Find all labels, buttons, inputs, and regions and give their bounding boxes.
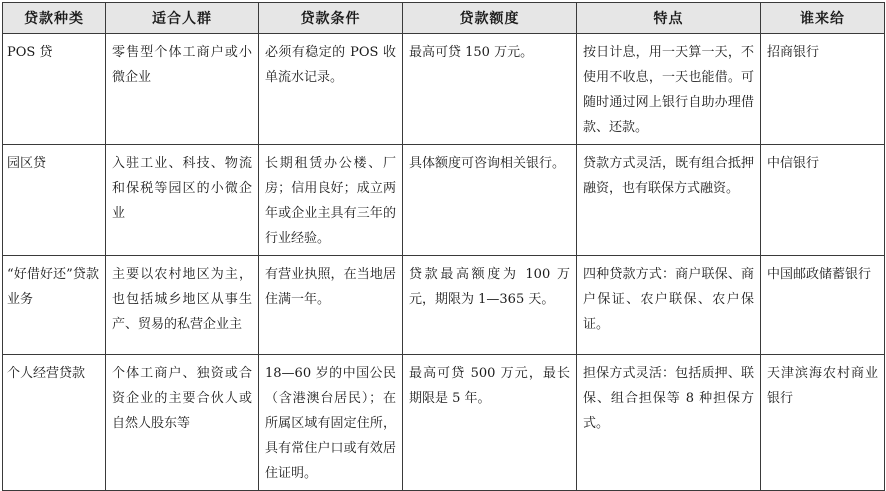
cell-loan-conditions: 有营业执照，在当地居住满一年。	[259, 256, 403, 355]
cell-loan-amount: 具体额度可咨询相关银行。	[403, 145, 577, 256]
table-row	[3, 256, 885, 355]
cell-features: 担保方式灵活：包括质押、联保、组合担保等 8 种担保方式。	[577, 355, 761, 491]
cell-loan-conditions: 必须有稳定的 POS 收单流水记录。	[259, 34, 403, 145]
header-loan-type: 贷款种类	[3, 3, 106, 34]
cell-target-group: 个体工商户、独资或合资企业的主要合伙人或自然人股东等	[106, 355, 259, 491]
header-loan-amount: 贷款额度	[403, 3, 577, 34]
cell-lender: 天津滨海农村商业银行	[761, 355, 885, 491]
header-loan-conditions: 贷款条件	[259, 3, 403, 34]
cell-features: 按日计息，用一天算一天，不使用不收息，一天也能借。可随时通过网上银行自助办理借款、还款。	[577, 34, 761, 145]
cell-loan-type: 个人经营贷款	[3, 355, 106, 491]
cell-target-group: 入驻工业、科技、物流和保税等园区的小微企业	[106, 145, 259, 256]
table-row	[3, 145, 885, 256]
header-features: 特点	[577, 3, 761, 34]
cell-target-group: 零售型个体工商户或小微企业	[106, 34, 259, 145]
loan-types-table	[2, 2, 885, 491]
cell-loan-type: “好借好还”贷款业务	[3, 256, 106, 355]
header-target-group: 适合人群	[106, 3, 259, 34]
cell-features: 贷款方式灵活，既有组合抵押融资，也有联保方式融资。	[577, 145, 761, 256]
table-row	[3, 34, 885, 145]
cell-loan-amount: 最高可贷 150 万元。	[403, 34, 577, 145]
cell-loan-conditions: 长期租赁办公楼、厂房；信用良好；成立两年或企业主具有三年的行业经验。	[259, 145, 403, 256]
cell-loan-type: 园区贷	[3, 145, 106, 256]
cell-features: 四种贷款方式：商户联保、商户保证、农户联保、农户保证。	[577, 256, 761, 355]
cell-loan-amount: 最高可贷 500 万元，最长期限是 5 年。	[403, 355, 577, 491]
cell-loan-type: POS 贷	[3, 34, 106, 145]
table-row	[3, 355, 885, 491]
cell-lender: 中国邮政储蓄银行	[761, 256, 885, 355]
cell-loan-conditions: 18—60 岁的中国公民（含港澳台居民）；在所属区域有固定住所，具有常住户口或有效居住证明。	[259, 355, 403, 491]
cell-lender: 中信银行	[761, 145, 885, 256]
cell-loan-amount: 贷款最高额度为 100 万元，期限为 1—365 天。	[403, 256, 577, 355]
header-lender: 谁来给	[761, 3, 885, 34]
cell-target-group: 主要以农村地区为主，也包括城乡地区从事生产、贸易的私营企业主	[106, 256, 259, 355]
cell-lender: 招商银行	[761, 34, 885, 145]
table-header-row	[3, 3, 885, 34]
